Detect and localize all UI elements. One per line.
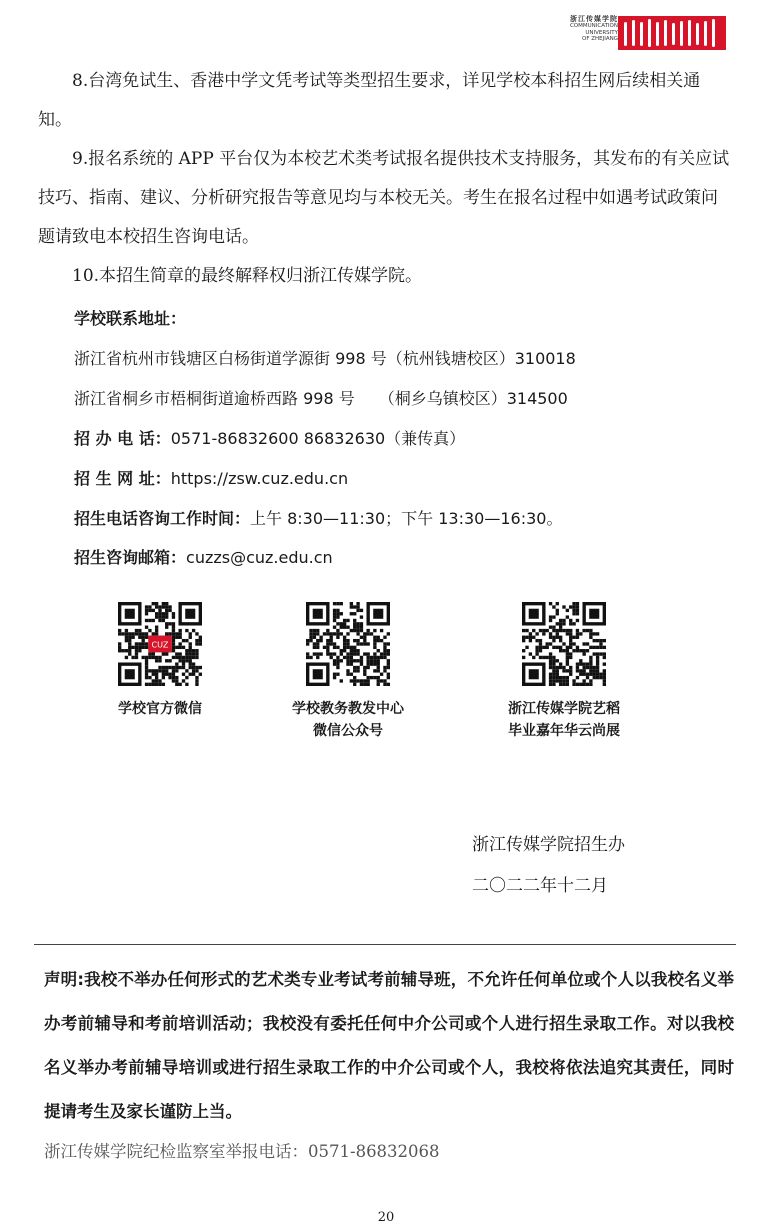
qr-caption-line-1: 学校教务教发中心 bbox=[292, 701, 404, 717]
hours-value: 上午 8:30—11:30；下午 13:30—16:30。 bbox=[250, 509, 563, 528]
university-logo bbox=[556, 14, 728, 54]
qr-caption-line-2: 微信公众号 bbox=[313, 723, 383, 739]
address-hangzhou bbox=[74, 346, 734, 369]
address-tongxiang-text: 浙江省桐乡市梧桐街道逾桥西路 998 号 （桐乡乌镇校区）314500 bbox=[74, 389, 568, 408]
phone-value: 0571-86832600 86832630（兼传真） bbox=[170, 429, 466, 448]
address-hangzhou-text: 浙江省杭州市钱塘区白杨街道学源街 998 号（杭州钱塘校区）310018 bbox=[74, 349, 576, 368]
paragraph-9: 9.报名系统的 APP 平台仅为本校艺术类考试报名提供技术支持服务，其发布的有关应试技巧、指南、建议、分析研究报告等意见均与本校无关。考生在报名过程中如遇考试政策问题请致电本校招生咨询电话。 bbox=[38, 149, 730, 247]
qr-caption-line-2: 毕业嘉年华云尚展 bbox=[508, 723, 620, 739]
page-number: 20 bbox=[377, 1210, 395, 1225]
phone-line bbox=[74, 426, 734, 449]
section-divider bbox=[34, 944, 736, 945]
website-line bbox=[74, 466, 734, 489]
disclaimer-notice: 声明:我校不举办任何形式的艺术类专业考试考前辅导班，不允许任何单位或个人以我校名义举办考前辅导和考前培训活动；我校没有委托任何中介公司或个人进行招生录取工作。对以我校名义举办考前辅导培训或进行招生录取工作的中介公司或个人，我校将依法追究其责任，同时提请考生及家长谨防上当。 bbox=[44, 970, 734, 1121]
contact-heading-label: 学校联系地址： bbox=[74, 309, 187, 328]
email-line bbox=[74, 545, 734, 568]
logo-en-line-2: UNIVERSITY bbox=[585, 29, 618, 36]
phone-label: 招 办 电 话： bbox=[74, 429, 171, 448]
logo-en-line-3: OF ZHEJIANG bbox=[581, 36, 618, 43]
signature-date: 二〇二二年十二月 bbox=[472, 876, 608, 896]
hours-label: 招生电话咨询工作时间： bbox=[74, 509, 251, 528]
paragraph-8: 8.台湾免试生、香港中学文凭考试等类型招生要求，详见学校本科招生网后续相关通知。 bbox=[38, 71, 701, 130]
qr-caption-line-1: 学校官方微信 bbox=[118, 701, 202, 717]
paragraph-10: 10.本招生简章的最终解释权归浙江传媒学院。 bbox=[72, 266, 423, 286]
report-hotline: 浙江传媒学院纪检监察室举报电话：0571-86832068 bbox=[44, 1142, 440, 1161]
qr-center-logo-label: CUZ bbox=[151, 640, 169, 650]
qr-code-icon bbox=[522, 602, 606, 686]
contact-heading bbox=[74, 306, 734, 329]
hours-line bbox=[74, 506, 734, 529]
logo-cn-text: 浙江传媒学院 bbox=[570, 15, 618, 23]
qr-graduation-expo bbox=[474, 602, 654, 742]
logo-wordmark bbox=[556, 16, 618, 43]
qr-graduation-expo-caption bbox=[474, 698, 654, 742]
email-label: 招生咨询邮箱： bbox=[74, 548, 187, 567]
logo-stripes-icon bbox=[618, 16, 726, 50]
qr-academic-affairs-caption bbox=[258, 698, 438, 742]
address-tongxiang bbox=[74, 386, 734, 409]
qr-caption-line-1: 浙江传媒学院艺稻 bbox=[508, 701, 620, 717]
qr-code-icon bbox=[306, 602, 390, 686]
signature-org: 浙江传媒学院招生办 bbox=[472, 835, 625, 855]
website-label: 招 生 网 址： bbox=[74, 469, 171, 488]
qr-official-wechat bbox=[70, 602, 250, 720]
email-link[interactable]: cuzzs@cuz.edu.cn bbox=[186, 548, 333, 567]
qr-code-icon bbox=[118, 602, 202, 686]
website-link[interactable]: https://zsw.cuz.edu.cn bbox=[170, 469, 349, 488]
qr-official-wechat-caption bbox=[70, 698, 250, 720]
logo-en-line-1: COMMUNICATION bbox=[569, 23, 618, 30]
qr-academic-affairs bbox=[258, 602, 438, 742]
